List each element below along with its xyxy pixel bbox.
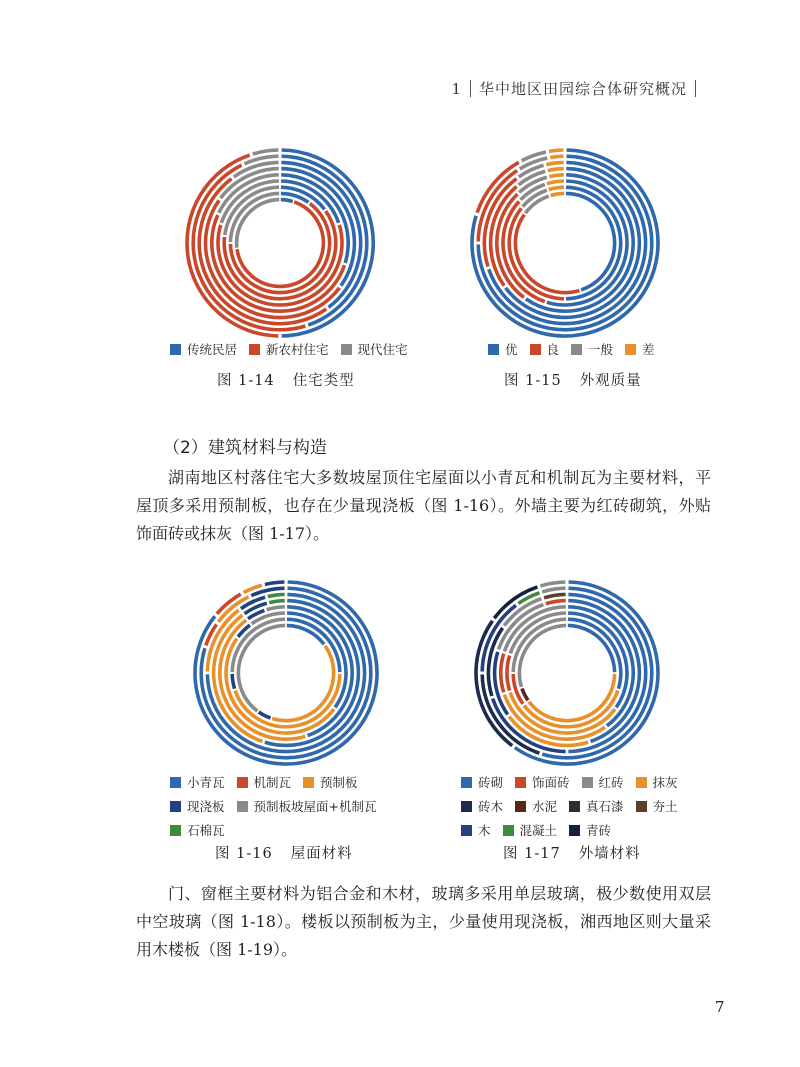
- legend-item: [569, 797, 624, 815]
- caption-number: 图 1-17: [503, 846, 561, 862]
- page-number: 7: [715, 998, 725, 1016]
- legend-item: [461, 821, 491, 839]
- legend-swatch: [582, 777, 593, 788]
- ring-segment: [281, 200, 293, 202]
- legend-label: 预制板: [320, 775, 358, 790]
- ring-segment: [267, 607, 285, 610]
- legend-item: [170, 821, 225, 839]
- legend-label: 预制板坡屋面+机制瓦: [253, 799, 377, 814]
- legend-label: 小青瓦: [187, 775, 225, 790]
- caption-fig-1-16: [215, 842, 353, 863]
- legend-item: [569, 821, 611, 839]
- legend-label: 混凝土: [519, 823, 558, 838]
- chapter-title: 华中地区田园综合体研究概况: [478, 80, 687, 98]
- legend-swatch: [170, 777, 181, 788]
- chart-roof-material: [192, 579, 380, 767]
- ring-segment: [549, 175, 564, 177]
- legend-item: [625, 340, 655, 358]
- legend-item: [636, 797, 678, 815]
- chapter-number: 1: [451, 80, 462, 98]
- legend-label: 红砖: [598, 775, 624, 790]
- legend-label: 木: [478, 823, 491, 838]
- legend-item: [488, 340, 518, 358]
- header-divider-end: [695, 80, 696, 97]
- legend-label: 砖砌: [478, 775, 504, 790]
- legend-item: [503, 821, 558, 839]
- legend-housing-type: [170, 340, 430, 364]
- legend-roof-material: [170, 773, 430, 845]
- legend-item: [582, 773, 624, 791]
- legend-label: 一般: [588, 342, 614, 357]
- paragraph-2-text: 门、窗框主要材料为铝合金和木材，玻璃多采用单层玻璃，极少数使用双层中空玻璃（图 1-18）。楼板以预制板为主，少量使用现浇板，湘西地区则大量采用木楼板（图 1-19）。: [136, 884, 711, 959]
- legend-item: [170, 797, 225, 815]
- ring-segment: [542, 588, 565, 592]
- caption-number: 图 1-15: [504, 373, 562, 389]
- legend-item: [461, 773, 503, 791]
- legend-swatch: [636, 801, 647, 812]
- caption-title: 住宅类型: [292, 373, 355, 389]
- legend-swatch: [341, 344, 352, 355]
- paragraph-1-text: 湖南地区村落住宅大多数坡屋顶住宅屋面以小青瓦和机制瓦为主要材料，平屋顶多采用预制板，也存在少量现浇板（图 1-16）。外墙主要为红砖砌筑，外贴饰面砖或抹灰（图 1-17）。: [136, 468, 711, 543]
- legend-swatch: [625, 344, 636, 355]
- ring-segment: [550, 156, 563, 157]
- legend-swatch: [530, 344, 541, 355]
- legend-item: [530, 340, 560, 358]
- ring-segment: [501, 654, 504, 693]
- legend-swatch: [461, 801, 472, 812]
- ring-segment: [259, 712, 271, 718]
- legend-appearance-quality: [488, 340, 688, 364]
- ring-segment: [548, 169, 564, 171]
- legend-item: [249, 340, 329, 358]
- legend-label: 青砖: [586, 823, 612, 838]
- caption-title: 屋面材料: [290, 846, 353, 862]
- legend-swatch: [569, 801, 580, 812]
- legend-item: [170, 773, 225, 791]
- legend-swatch: [170, 801, 181, 812]
- caption-number: 图 1-16: [215, 846, 273, 862]
- legend-label: 优: [505, 342, 518, 357]
- legend-item: [341, 340, 408, 358]
- ring-segment: [265, 582, 284, 584]
- legend-wall-material: [461, 773, 701, 845]
- legend-swatch: [515, 801, 526, 812]
- caption-fig-1-14: [217, 369, 355, 390]
- section-heading: （2）建筑材料与构造: [163, 438, 327, 458]
- legend-swatch: [636, 777, 647, 788]
- ring-segment: [253, 150, 279, 154]
- legend-swatch: [170, 344, 181, 355]
- running-header: [451, 78, 704, 99]
- ring-segment: [519, 625, 566, 687]
- header-divider: [470, 80, 471, 97]
- ring-segment: [544, 594, 566, 597]
- legend-item: [636, 773, 678, 791]
- ring-segment: [237, 200, 280, 248]
- caption-fig-1-17: [503, 842, 641, 863]
- legend-label: 现浇板: [187, 799, 225, 814]
- caption-title: 外观质量: [579, 373, 642, 389]
- ring-segment: [546, 601, 566, 604]
- legend-label: 真石漆: [586, 799, 624, 814]
- legend-label: 新农村住宅: [266, 342, 329, 357]
- legend-item: [303, 773, 358, 791]
- ring-segment: [540, 582, 565, 586]
- legend-swatch: [303, 777, 314, 788]
- legend-item: [237, 797, 377, 815]
- legend-label: 石棉瓦: [187, 823, 225, 838]
- legend-item: [461, 797, 503, 815]
- legend-label: 饰面砖: [532, 775, 570, 790]
- legend-swatch: [237, 777, 248, 788]
- legend-swatch: [515, 777, 526, 788]
- legend-swatch: [569, 825, 580, 836]
- ring-segment: [549, 187, 564, 189]
- paragraph-2: [136, 880, 711, 964]
- ring-segment: [232, 674, 234, 689]
- legend-item: [515, 773, 570, 791]
- ring-segment: [507, 655, 510, 690]
- legend-label: 水泥: [532, 799, 558, 814]
- caption-number: 图 1-14: [217, 373, 275, 389]
- chart-housing-type: [184, 147, 376, 339]
- legend-swatch: [249, 344, 260, 355]
- legend-swatch: [571, 344, 582, 355]
- ring-segment: [551, 193, 565, 195]
- paragraph-1: [136, 464, 711, 548]
- legend-item: [237, 773, 292, 791]
- legend-label: 夯土: [652, 799, 678, 814]
- legend-label: 差: [642, 342, 655, 357]
- caption-title: 外墙材料: [578, 846, 641, 862]
- chart-wall-material: [473, 579, 661, 767]
- ring-segment: [546, 162, 563, 164]
- legend-swatch: [170, 825, 181, 836]
- legend-label: 机制瓦: [253, 775, 292, 790]
- chart-appearance-quality: [469, 147, 661, 339]
- ring-segment: [547, 181, 564, 184]
- ring-segment: [568, 625, 615, 672]
- ring-segment: [522, 689, 528, 701]
- legend-swatch: [237, 801, 248, 812]
- legend-label: 现代住宅: [357, 342, 408, 357]
- caption-fig-1-15: [504, 369, 642, 390]
- ring-segment: [268, 594, 285, 596]
- legend-label: 良: [546, 342, 560, 357]
- legend-item: [571, 340, 613, 358]
- legend-swatch: [488, 344, 499, 355]
- legend-item: [515, 797, 557, 815]
- legend-swatch: [461, 825, 472, 836]
- legend-label: 传统民居: [187, 342, 238, 357]
- ring-segment: [549, 150, 563, 151]
- legend-label: 砖木: [478, 799, 504, 814]
- legend-swatch: [503, 825, 514, 836]
- legend-swatch: [461, 777, 472, 788]
- legend-label: 抹灰: [652, 775, 678, 790]
- legend-item: [170, 340, 237, 358]
- ring-segment: [237, 202, 323, 286]
- ring-segment: [269, 601, 285, 603]
